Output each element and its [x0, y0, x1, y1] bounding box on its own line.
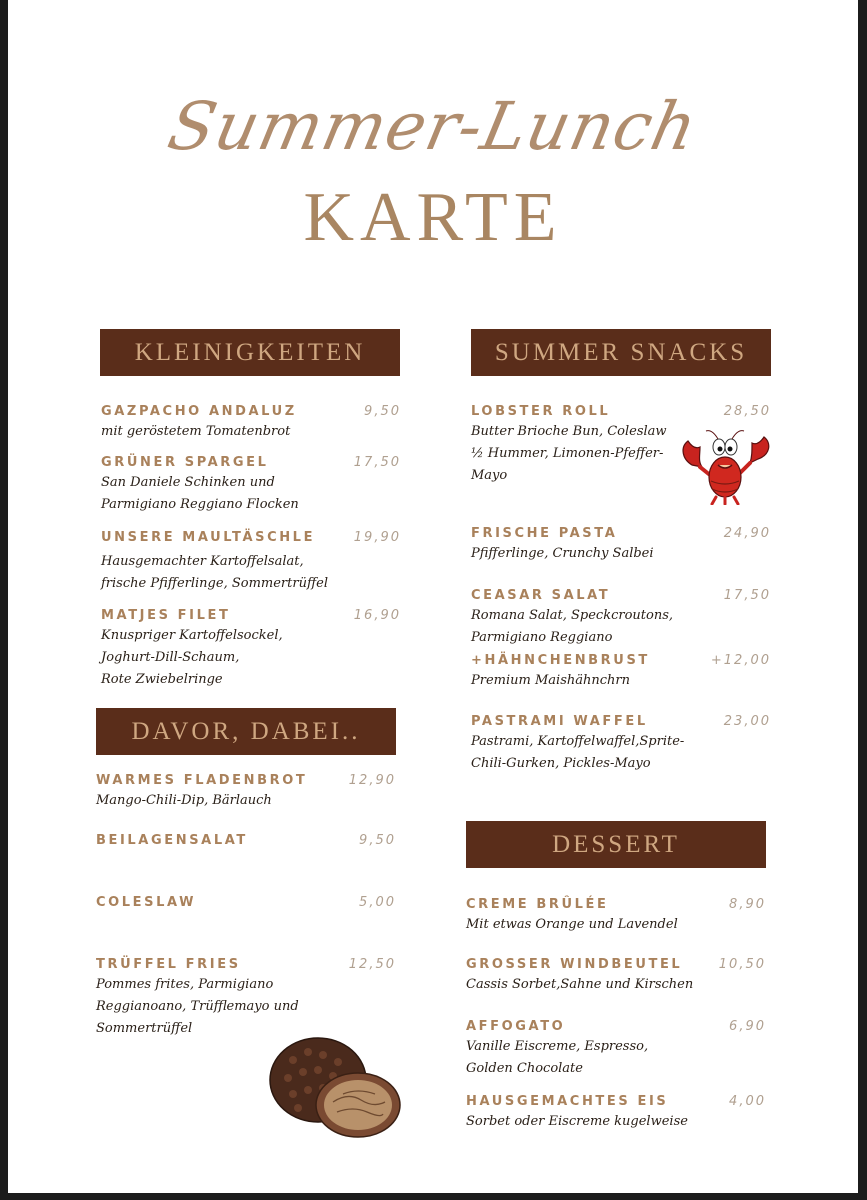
- menu-item: [471, 587, 771, 649]
- menu-item: [466, 1018, 766, 1080]
- truffle-icon: [263, 1030, 408, 1140]
- item-name: LOBSTER ROLL: [471, 404, 611, 419]
- item-description: Premium Maishähnchrn: [471, 673, 630, 688]
- item-price: 28,50: [723, 404, 771, 419]
- item-description: Pastrami, Kartoffelwaffel,Sprite-: [471, 734, 685, 749]
- item-description: Mit etwas Orange und Lavendel: [466, 917, 678, 932]
- item-description: San Daniele Schinken und: [101, 475, 275, 490]
- item-name: WARMES FLADENBROT: [96, 773, 308, 788]
- item-description: Cassis Sorbet,Sahne und Kirschen: [466, 977, 694, 992]
- menu-page: [8, 0, 858, 1193]
- menu-item: [471, 652, 771, 692]
- item-name: CREME BRÛLÉE: [466, 897, 609, 912]
- item-description: Mayo: [471, 468, 508, 483]
- menu-item: [96, 832, 396, 850]
- item-name: UNSERE MAULTÄSCHLE: [101, 530, 316, 545]
- item-description: Joghurt-Dill-Schaum,: [101, 650, 240, 665]
- lobster-icon: [678, 425, 773, 505]
- item-price: 9,50: [364, 404, 401, 419]
- section-banner-summer-snacks: SUMMER SNACKS: [471, 329, 771, 376]
- item-name: BEILAGENSALAT: [96, 833, 248, 848]
- item-name: TRÜFFEL FRIES: [96, 957, 241, 972]
- item-description: ½ Hummer, Limonen-Pfeffer-: [471, 446, 664, 461]
- item-description: Pommes frites, Parmigiano: [96, 977, 274, 992]
- item-price: 9,50: [359, 833, 396, 848]
- item-price: 19,90: [353, 530, 401, 545]
- menu-item: [466, 956, 766, 996]
- item-description: mit geröstetem Tomatenbrot: [101, 424, 291, 439]
- item-name: GRÜNER SPARGEL: [101, 455, 269, 470]
- script-title: Summer-Lunch: [161, 88, 705, 165]
- item-name: CEASAR SALAT: [471, 588, 611, 603]
- item-price: 6,90: [729, 1019, 766, 1034]
- item-description: frische Pfifferlinge, Sommertrüffel: [101, 576, 329, 591]
- menu-item: [101, 607, 401, 691]
- item-description: Romana Salat, Speckcroutons,: [471, 608, 674, 623]
- item-description: Knuspriger Kartoffelsockel,: [101, 628, 283, 643]
- item-description: Butter Brioche Bun, Coleslaw: [471, 424, 667, 439]
- item-description: Parmigiano Reggiano Flocken: [101, 497, 299, 512]
- section-banner-dessert: DESSERT: [466, 821, 766, 868]
- item-description: Mango-Chili-Dip, Bärlauch: [96, 793, 272, 808]
- item-price: 8,90: [729, 897, 766, 912]
- item-name: HAUSGEMACHTES EIS: [466, 1094, 669, 1109]
- item-description: Sorbet oder Eiscreme kugelweise: [466, 1114, 688, 1129]
- menu-item: [96, 956, 396, 1040]
- menu-item: [101, 454, 401, 516]
- item-description: Golden Chocolate: [466, 1061, 583, 1076]
- item-description: Hausgemachter Kartoffelsalat,: [101, 554, 304, 569]
- item-price: 16,90: [353, 608, 401, 623]
- item-description: Vanille Eiscreme, Espresso,: [466, 1039, 649, 1054]
- menu-item: [466, 896, 766, 936]
- menu-item: [471, 525, 771, 565]
- item-name: COLESLAW: [96, 895, 197, 910]
- menu-item: [466, 1093, 766, 1133]
- item-price: 4,00: [729, 1094, 766, 1109]
- item-description: Rote Zwiebelringe: [101, 672, 223, 687]
- item-description: Parmigiano Reggiano: [471, 630, 613, 645]
- menu-item: [96, 894, 396, 912]
- item-price: 12,90: [348, 773, 396, 788]
- item-price: 17,50: [723, 588, 771, 603]
- item-description: Chili-Gurken, Pickles-Mayo: [471, 756, 651, 771]
- item-description: Sommertrüffel: [96, 1021, 193, 1036]
- item-price: +12,00: [710, 653, 771, 668]
- item-name: GAZPACHO ANDALUZ: [101, 404, 297, 419]
- item-price: 5,00: [359, 895, 396, 910]
- menu-item: [471, 713, 771, 775]
- item-price: 10,50: [718, 957, 766, 972]
- item-name: MATJES FILET: [101, 608, 231, 623]
- menu-item: [101, 403, 401, 443]
- menu-item: [101, 529, 401, 595]
- item-description: Reggianoano, Trüfflemayo und: [96, 999, 299, 1014]
- item-price: 17,50: [353, 455, 401, 470]
- item-description: Pfifferlinge, Crunchy Salbei: [471, 546, 654, 561]
- item-price: 24,90: [723, 526, 771, 541]
- item-name: GROSSER WINDBEUTEL: [466, 957, 683, 972]
- item-name: FRISCHE PASTA: [471, 526, 618, 541]
- item-name: PASTRAMI WAFFEL: [471, 714, 648, 729]
- item-price: 23,00: [723, 714, 771, 729]
- menu-item: [96, 772, 396, 812]
- section-banner-davor-dabei: DAVOR, DABEI..: [96, 708, 396, 755]
- item-name: +HÄHNCHENBRUST: [471, 653, 650, 668]
- section-banner-kleinigkeiten: KLEINIGKEITEN: [100, 329, 400, 376]
- item-name: AFFOGATO: [466, 1019, 566, 1034]
- item-price: 12,50: [348, 957, 396, 972]
- main-title: KARTE: [303, 179, 563, 256]
